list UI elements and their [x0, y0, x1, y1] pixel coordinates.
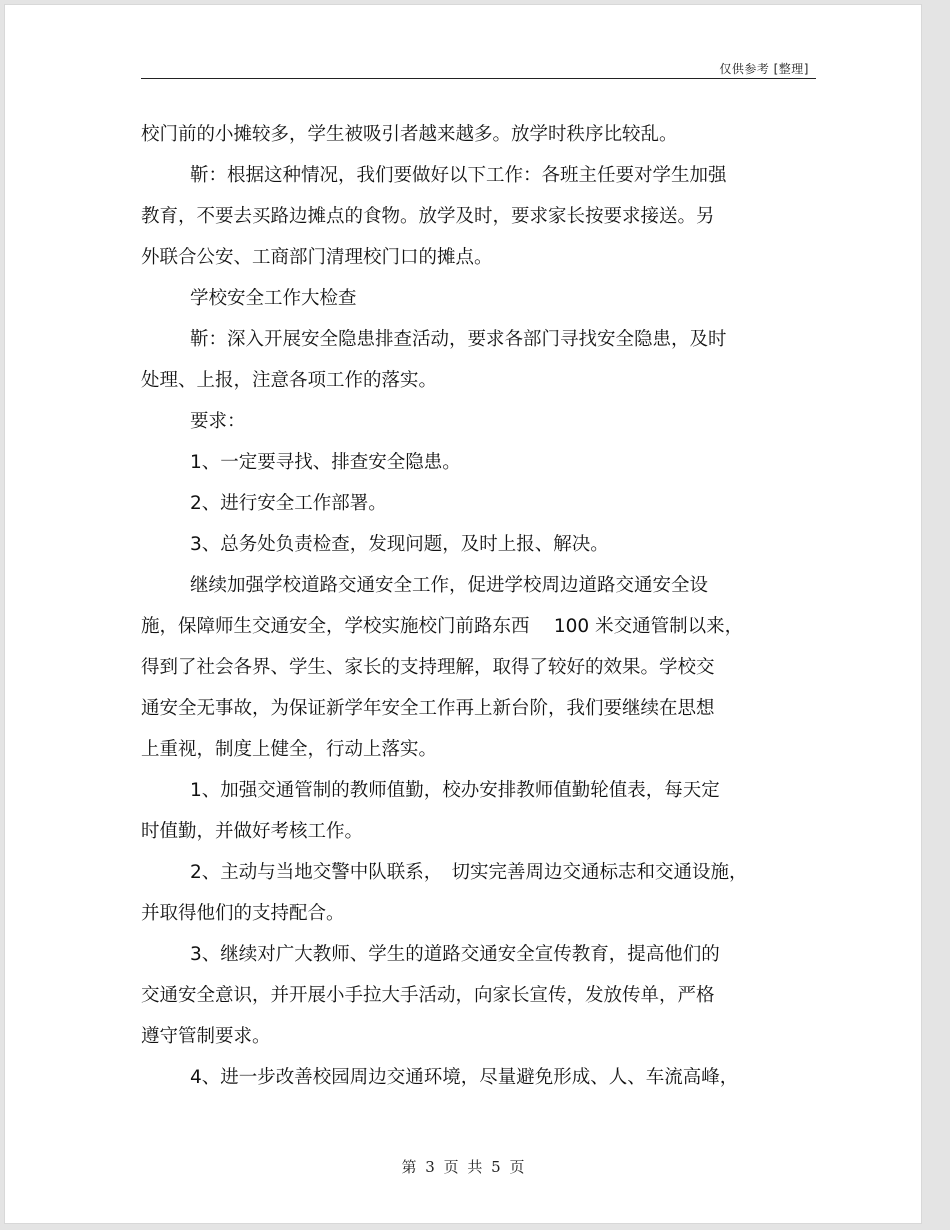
body-line: 遵守管制要求。: [141, 1026, 271, 1047]
body-line: 4、进一步改善校园周边交通环境，尽量避免形成、人、车流高峰，: [190, 1067, 739, 1088]
body-line: 2、主动与当地交警中队联系， 切实完善周边交通标志和交通设施，: [190, 862, 748, 883]
body-line: 学校安全工作大检查: [190, 288, 357, 309]
body-line: 通安全无事故，为保证新学年安全工作再上新台阶，我们要继续在思想: [141, 698, 715, 719]
body-line: 校门前的小摊较多，学生被吸引者越来越多。放学时秩序比较乱。: [141, 124, 678, 145]
body-line: 3、总务处负责检查，发现问题，及时上报、解决。: [190, 534, 609, 555]
body-line: 3、继续对广大教师、学生的道路交通安全宣传教育，提高他们的: [190, 944, 720, 965]
body-line: 时值勤，并做好考核工作。: [141, 821, 364, 842]
body-line: 继续加强学校道路交通安全工作，促进学校周边道路交通安全设: [190, 575, 709, 596]
body-line: 靳：深入开展安全隐患排查活动，要求各部门寻找安全隐患，及时: [190, 329, 727, 350]
body-line: 教育，不要去买路边摊点的食物。放学及时，要求家长按要求接送。另: [141, 206, 715, 227]
header-rule: [141, 78, 816, 79]
header-note: 仅供参考 [整理]: [719, 62, 809, 76]
body-line: 施，保障师生交通安全，学校实施校门前路东西 100 米交通管制以来，: [141, 616, 744, 637]
body-line: 靳：根据这种情况，我们要做好以下工作：各班主任要对学生加强: [190, 165, 727, 186]
body-line: 上重视，制度上健全，行动上落实。: [141, 739, 438, 760]
body-line: 并取得他们的支持配合。: [141, 903, 345, 924]
body-line: 1、一定要寻找、排查安全隐患。: [190, 452, 461, 473]
body-line: 外联合公安、工商部门清理校门口的摊点。: [141, 247, 493, 268]
body-line: 得到了社会各界、学生、家长的支持理解，取得了较好的效果。学校交: [141, 657, 715, 678]
body-line: 交通安全意识，并开展小手拉大手活动，向家长宣传，发放传单，严格: [141, 985, 715, 1006]
body-line: 要求：: [190, 411, 246, 432]
body-line: 2、进行安全工作部署。: [190, 493, 387, 514]
page-number: 第 3 页 共 5 页: [401, 1158, 525, 1176]
body-line: 1、加强交通管制的教师值勤，校办安排教师值勤轮值表，每天定: [190, 780, 720, 801]
document-page: [4, 4, 922, 1224]
body-line: 处理、上报，注意各项工作的落实。: [141, 370, 438, 391]
document-body: [141, 114, 791, 1098]
